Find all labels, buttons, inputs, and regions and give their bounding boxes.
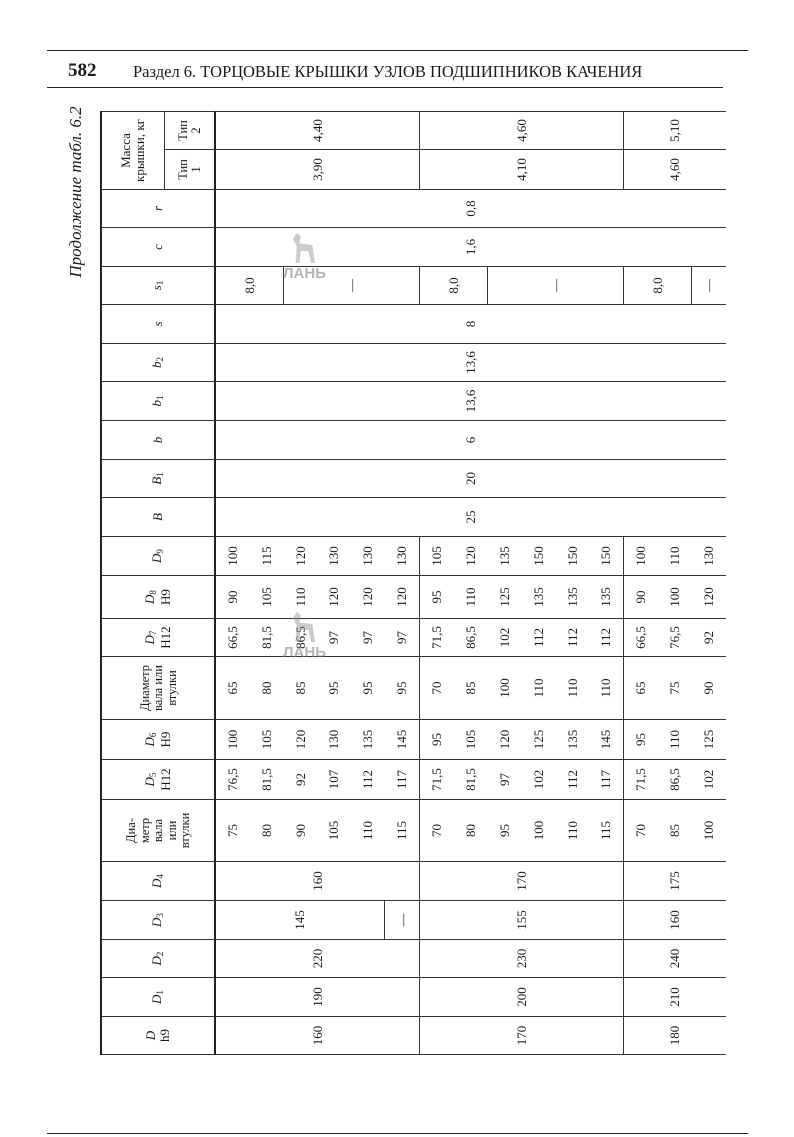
column-subscript: 1 — [155, 395, 166, 400]
table-container — [100, 112, 720, 1055]
cell-shaft-diameter-1: 115 — [589, 800, 623, 862]
column-tolerance: H9 — [157, 589, 173, 605]
column-symbol: D — [149, 917, 165, 927]
column-header — [101, 344, 215, 382]
cell-shaft-diameter-2: 110 — [555, 657, 589, 720]
cell-r: 0,8 — [215, 190, 726, 228]
cell-b1: 13,6 — [215, 382, 726, 421]
cell-shaft-diameter-2: 65 — [215, 657, 250, 720]
cell-D9: 135 — [488, 537, 522, 576]
cell-D7: 112 — [589, 619, 623, 657]
cell-D6: 105 — [250, 720, 284, 760]
cell-shaft-diameter-2: 95 — [317, 657, 351, 720]
column-header — [101, 978, 215, 1017]
column-symbol: D — [149, 994, 165, 1004]
cell-D9: 115 — [250, 537, 284, 576]
cell-D3: — — [385, 901, 420, 940]
cell-D1: 210 — [624, 978, 726, 1017]
cell-mass-type2: 4,60 — [420, 112, 624, 150]
cell-c: 1,6 — [215, 228, 726, 267]
cell-D9: 105 — [420, 537, 454, 576]
column-header — [101, 800, 215, 862]
cell-D3: 160 — [624, 901, 726, 940]
column-header — [101, 228, 215, 267]
cell-D5: 102 — [692, 760, 726, 800]
cell-D6: 135 — [351, 720, 385, 760]
column-tolerance: H9 — [157, 731, 173, 748]
cell-D7: 71,5 — [420, 619, 454, 657]
column-header — [101, 720, 215, 760]
column-symbol: s — [149, 285, 165, 291]
column-header — [101, 901, 215, 940]
cell-D3: 155 — [420, 901, 624, 940]
cell-D9: 150 — [589, 537, 623, 576]
page-number: 582 — [68, 60, 97, 81]
column-subscript: 6 — [148, 732, 159, 738]
cell-D4: 175 — [624, 862, 726, 901]
cell-mass-type1: 3,90 — [215, 150, 420, 190]
cell-D8: 95 — [420, 576, 454, 619]
cell-D8: 135 — [555, 576, 589, 619]
column-header-label: Диаметр вала или втулки — [137, 664, 179, 712]
cell-D7: 86,5 — [284, 619, 318, 657]
cell-mass-type2: 4,40 — [215, 112, 420, 150]
column-subscript: 1 — [155, 280, 166, 286]
cell-D5: 117 — [385, 760, 420, 800]
cell-D8: 135 — [522, 576, 556, 619]
cell-D8: 120 — [317, 576, 351, 619]
cell-shaft-diameter-2: 75 — [658, 657, 692, 720]
cell-D4: 170 — [420, 862, 624, 901]
column-header — [101, 1017, 215, 1055]
cell-shaft-diameter-1: 115 — [385, 800, 420, 862]
top-rule — [47, 50, 748, 51]
cell-D5: 86,5 — [658, 760, 692, 800]
column-symbol: D — [142, 635, 158, 645]
cell-shaft-diameter-2: 100 — [488, 657, 522, 720]
cell-shaft-diameter-1: 100 — [522, 800, 556, 862]
column-symbol: D — [149, 956, 165, 966]
column-subscript: 1 — [155, 990, 166, 995]
cell-D6: 130 — [317, 720, 351, 760]
column-subscript: 2 — [155, 951, 166, 957]
cell-D: 180 — [624, 1017, 726, 1055]
cell-s1: — — [692, 267, 726, 305]
cell-shaft-diameter-1: 85 — [658, 800, 692, 862]
watermark-logo — [283, 612, 326, 661]
deer-icon — [289, 233, 315, 263]
column-header — [101, 190, 215, 228]
column-symbol: B — [149, 476, 165, 485]
cell-shaft-diameter-2: 95 — [351, 657, 385, 720]
column-subscript: 7 — [148, 630, 159, 636]
cell-D8: 135 — [589, 576, 623, 619]
cell-shaft-diameter-2: 110 — [589, 657, 623, 720]
cell-s1: — — [488, 267, 624, 305]
cell-D8: 110 — [284, 576, 318, 619]
cell-D9: 100 — [215, 537, 250, 576]
column-header-label: Диа- метр вала или втулки — [123, 812, 193, 849]
cell-shaft-diameter-1: 80 — [250, 800, 284, 862]
column-subscript: 5 — [148, 772, 159, 778]
cell-shaft-diameter-2: 65 — [624, 657, 658, 720]
column-symbol: b — [150, 436, 166, 444]
cell-D5: 81,5 — [250, 760, 284, 800]
cell-D5: 112 — [555, 760, 589, 800]
mass-header: Масса крышки, кг — [101, 112, 165, 190]
cell-D8: 125 — [488, 576, 522, 619]
watermark-text: ЛАНЬ — [283, 644, 326, 661]
cell-D5: 112 — [351, 760, 385, 800]
column-subscript: 1 — [155, 472, 166, 477]
column-tolerance: H12 — [157, 626, 173, 649]
cell-shaft-diameter-1: 105 — [317, 800, 351, 862]
cell-D7: 97 — [385, 619, 420, 657]
cell-D6: 125 — [522, 720, 556, 760]
cell-D9: 150 — [522, 537, 556, 576]
watermark-logo — [283, 233, 326, 282]
cell-D7: 112 — [522, 619, 556, 657]
cell-D9: 130 — [317, 537, 351, 576]
column-symbol: r — [150, 205, 166, 212]
cell-D9: 130 — [692, 537, 726, 576]
column-symbol: D — [143, 1030, 159, 1041]
column-subscript: 4 — [155, 874, 166, 879]
cell-s1: — — [284, 267, 420, 305]
cell-D9: 120 — [454, 537, 488, 576]
cell-D8: 120 — [692, 576, 726, 619]
column-symbol: s — [150, 321, 166, 327]
cell-shaft-diameter-1: 110 — [555, 800, 589, 862]
cell-D6: 105 — [454, 720, 488, 760]
column-symbol: D — [142, 777, 158, 787]
column-header — [101, 576, 215, 619]
cell-D5: 76,5 — [215, 760, 250, 800]
cell-D2: 220 — [215, 940, 420, 978]
cell-b: 6 — [215, 421, 726, 460]
cell-D3: 145 — [215, 901, 385, 940]
cell-shaft-diameter-2: 85 — [454, 657, 488, 720]
cell-D7: 66,5 — [215, 619, 250, 657]
cell-D6: 120 — [284, 720, 318, 760]
column-subscript: 9 — [155, 549, 166, 554]
cell-shaft-diameter-1: 70 — [624, 800, 658, 862]
column-symbol: D — [142, 594, 158, 604]
cell-D8: 110 — [454, 576, 488, 619]
cell-D8: 90 — [215, 576, 250, 619]
table-row — [215, 112, 250, 1055]
cell-D7: 112 — [555, 619, 589, 657]
cell-D7: 97 — [351, 619, 385, 657]
cell-D7: 81,5 — [250, 619, 284, 657]
cell-D6: 95 — [420, 720, 454, 760]
column-header — [101, 460, 215, 498]
mass-type-header: Тип 1 — [165, 150, 216, 190]
column-symbol: B — [150, 513, 166, 521]
cell-D6: 145 — [385, 720, 420, 760]
cell-shaft-diameter-1: 90 — [284, 800, 318, 862]
table-caption-text: Продолжение табл. 6.2 — [66, 106, 85, 278]
cell-D1: 200 — [420, 978, 624, 1017]
column-subscript: 8 — [148, 590, 159, 595]
column-header — [101, 421, 215, 460]
cell-shaft-diameter-2: 70 — [420, 657, 454, 720]
cell-s1: 8,0 — [624, 267, 692, 305]
deer-icon — [289, 612, 315, 642]
cell-D6: 125 — [692, 720, 726, 760]
cell-D: 170 — [420, 1017, 624, 1055]
cell-D7: 102 — [488, 619, 522, 657]
cell-mass-type1: 4,60 — [624, 150, 726, 190]
cell-D7: 97 — [317, 619, 351, 657]
cell-B1: 20 — [215, 460, 726, 498]
cell-D8: 100 — [658, 576, 692, 619]
mass-type-header: Тип 2 — [165, 112, 216, 150]
column-symbol: b — [149, 361, 165, 368]
cell-shaft-diameter-2: 110 — [522, 657, 556, 720]
cell-D2: 240 — [624, 940, 726, 978]
cell-D4: 160 — [215, 862, 420, 901]
cell-D8: 120 — [351, 576, 385, 619]
cell-D5: 71,5 — [624, 760, 658, 800]
cell-D6: 95 — [624, 720, 658, 760]
cell-D1: 190 — [215, 978, 420, 1017]
cell-mass-type1: 4,10 — [420, 150, 624, 190]
cell-shaft-diameter-1: 70 — [420, 800, 454, 862]
cell-B: 25 — [215, 498, 726, 537]
cell-D5: 102 — [522, 760, 556, 800]
section-title: Раздел 6. ТОРЦОВЫЕ КРЫШКИ УЗЛОВ ПОДШИПНИКОВ КАЧЕНИЯ — [133, 62, 643, 81]
cell-D8: 120 — [385, 576, 420, 619]
cell-D6: 100 — [215, 720, 250, 760]
bottom-rule — [47, 1133, 748, 1134]
cell-s1: 8,0 — [215, 267, 284, 305]
column-header — [101, 537, 215, 576]
cell-shaft-diameter-2: 85 — [284, 657, 318, 720]
dimensions-table — [100, 111, 726, 1055]
cell-D6: 145 — [589, 720, 623, 760]
column-symbol: c — [150, 244, 166, 250]
cell-D5: 117 — [589, 760, 623, 800]
column-header — [101, 267, 215, 305]
column-symbol: D — [142, 737, 158, 747]
cell-D9: 100 — [624, 537, 658, 576]
cell-b2: 13,6 — [215, 344, 726, 382]
cell-D7: 76,5 — [658, 619, 692, 657]
column-header — [101, 657, 215, 720]
cell-D6: 120 — [488, 720, 522, 760]
cell-s: 8 — [215, 305, 726, 344]
cell-shaft-diameter-1: 110 — [351, 800, 385, 862]
cell-D9: 150 — [555, 537, 589, 576]
cell-D8: 90 — [624, 576, 658, 619]
cell-D5: 97 — [488, 760, 522, 800]
column-tolerance: h9 — [157, 1029, 172, 1042]
column-symbol: D — [149, 553, 165, 563]
column-tolerance: H12 — [157, 768, 173, 791]
column-symbol: D — [149, 878, 165, 888]
cell-D9: 120 — [284, 537, 318, 576]
cell-D2: 230 — [420, 940, 624, 978]
cell-D9: 130 — [351, 537, 385, 576]
cell-D8: 105 — [250, 576, 284, 619]
column-header — [101, 382, 215, 421]
column-symbol: b — [149, 400, 165, 407]
column-header — [101, 498, 215, 537]
cell-mass-type2: 5,10 — [624, 112, 726, 150]
cell-D6: 110 — [658, 720, 692, 760]
column-header — [101, 619, 215, 657]
column-header — [101, 862, 215, 901]
cell-D: 160 — [215, 1017, 420, 1055]
column-header — [101, 940, 215, 978]
cell-D7: 92 — [692, 619, 726, 657]
column-subscript: 3 — [155, 913, 166, 918]
cell-shaft-diameter-1: 100 — [692, 800, 726, 862]
watermark-text: ЛАНЬ — [283, 265, 326, 282]
cell-shaft-diameter-2: 80 — [250, 657, 284, 720]
cell-shaft-diameter-1: 80 — [454, 800, 488, 862]
cell-D5: 107 — [317, 760, 351, 800]
cell-D5: 71,5 — [420, 760, 454, 800]
cell-D5: 92 — [284, 760, 318, 800]
cell-D9: 130 — [385, 537, 420, 576]
header-rule — [47, 87, 723, 88]
cell-D9: 110 — [658, 537, 692, 576]
cell-D5: 81,5 — [454, 760, 488, 800]
cell-D7: 86,5 — [454, 619, 488, 657]
cell-D7: 66,5 — [624, 619, 658, 657]
cell-shaft-diameter-1: 95 — [488, 800, 522, 862]
column-header — [101, 760, 215, 800]
column-header — [101, 305, 215, 344]
cell-D6: 135 — [555, 720, 589, 760]
cell-shaft-diameter-1: 75 — [215, 800, 250, 862]
column-subscript: 2 — [155, 357, 166, 362]
cell-shaft-diameter-2: 90 — [692, 657, 726, 720]
cell-s1: 8,0 — [420, 267, 488, 305]
cell-shaft-diameter-2: 95 — [385, 657, 420, 720]
